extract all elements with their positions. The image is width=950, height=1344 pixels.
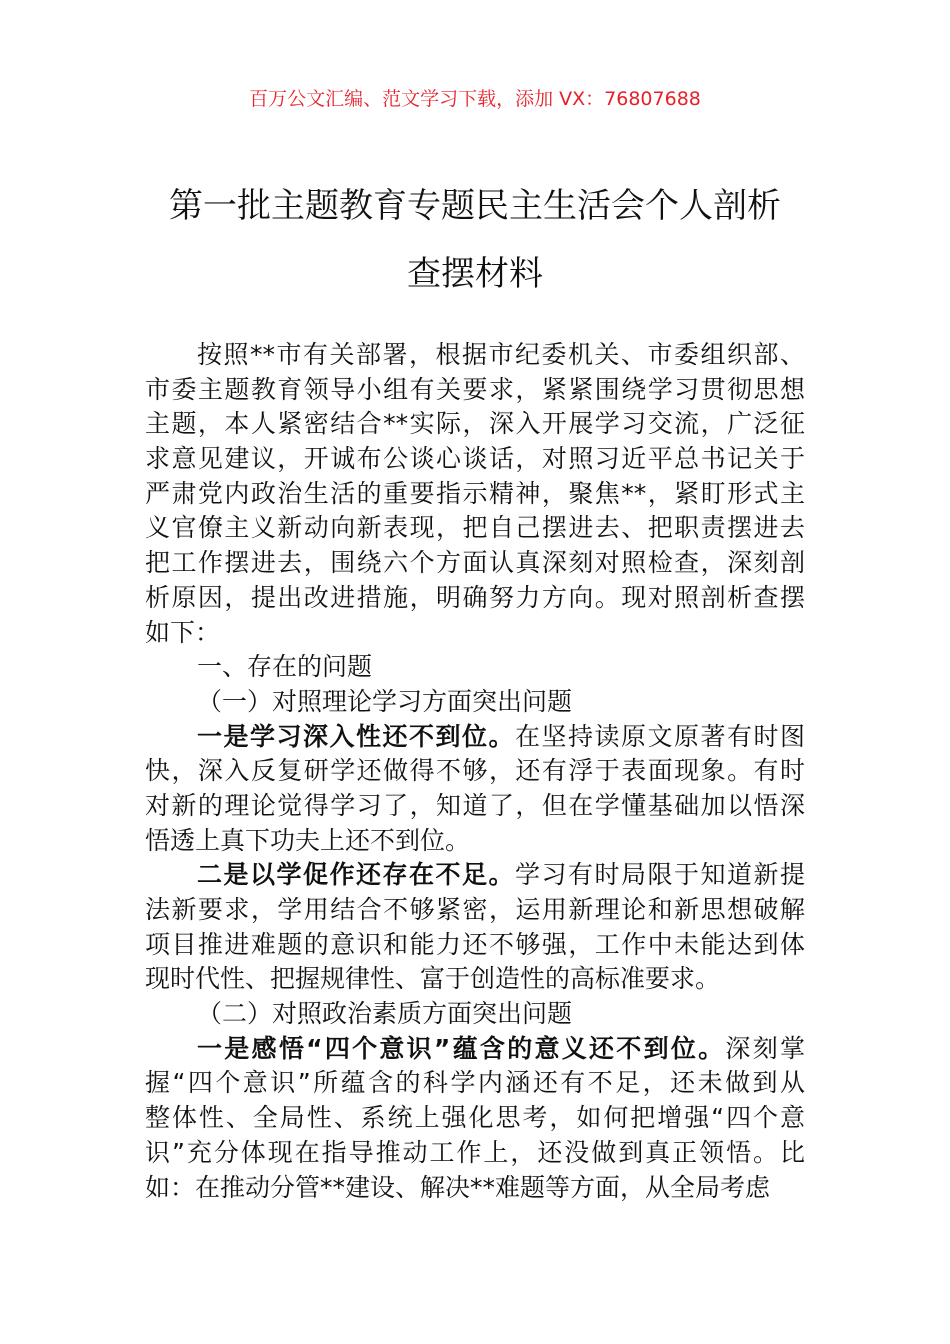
line-text: 如：在推动分管**建设、解决**难题等方面，从全局考虑 (145, 1172, 771, 1202)
document-title-line-2: 查摆材料 (407, 254, 543, 294)
bold-lead-phrase: 二是以学促作还存在不足。 (197, 860, 515, 890)
line-text: 整体性、全局性、系统上强化思考，如何把增强“四个意 (145, 1103, 805, 1133)
paragraph (145, 1032, 805, 1205)
paragraph-line (145, 1066, 805, 1101)
paragraph-line (145, 616, 805, 651)
paragraph-line (145, 1101, 805, 1136)
paragraph-line (145, 997, 805, 1032)
paragraph-line (145, 893, 805, 928)
document-title-line-1: 第一批主题教育专题民主生活会个人剖析 (169, 186, 781, 226)
line-text: 现时代性、把握规律性、富于创造性的高标准要求。 (145, 964, 721, 994)
line-text: 析原因，提出改进措施，明确努力方向。现对照剖析查摆 (145, 582, 805, 612)
line-text: 严肃党内政治生活的重要指示精神，聚焦**，紧盯形式主 (145, 478, 805, 508)
line-text: 如下： (145, 617, 221, 647)
paragraph (145, 858, 805, 997)
line-text: 主题，本人紧密结合**实际，深入开展学习交流，广泛征 (145, 409, 805, 439)
paragraph (145, 720, 805, 859)
line-text: 快，深入反复研学还做得不够，还有浮于表面现象。有时 (145, 756, 805, 786)
line-text: 义官僚主义新动向新表现，把自己摆进去、把职责摆进去 (145, 513, 805, 543)
line-text: 求意见建议，开诚布公谈心谈话，对照习近平总书记关于 (145, 444, 805, 474)
paragraph-line (145, 685, 805, 720)
paragraph-line (145, 373, 805, 408)
paragraph-line (145, 928, 805, 963)
bold-lead-phrase: 一是学习深入性还不到位。 (197, 721, 515, 751)
line-text: 学习有时局限于知道新提 (514, 860, 805, 890)
paragraph-line (145, 442, 805, 477)
bold-lead-phrase: 一是感悟“四个意识”蕴含的意义还不到位。 (197, 1033, 726, 1063)
line-text: 对新的理论觉得学习了，知道了，但在学懂基础加以悟深 (145, 790, 805, 820)
paragraph-line (145, 1171, 805, 1206)
paragraph-line (145, 546, 805, 581)
paragraph-line (145, 650, 805, 685)
paragraph-line (145, 477, 805, 512)
paragraph-line (145, 789, 805, 824)
line-text: 握“四个意识”所蕴含的科学内涵还有不足，还未做到从 (145, 1068, 805, 1098)
paragraph-line (145, 581, 805, 616)
paragraph-line (145, 1136, 805, 1171)
paragraph-line (145, 511, 805, 546)
paragraph-line (145, 720, 805, 755)
line-text: （二）对照政治素质方面突出问题 (197, 999, 573, 1029)
paragraph (145, 650, 805, 685)
paragraph-line (145, 962, 805, 997)
paragraph (145, 997, 805, 1032)
line-text: 项目推进难题的意识和能力还不够强，工作中未能达到体 (145, 929, 805, 959)
line-text: 悟透上真下功夫上还不到位。 (145, 825, 471, 855)
line-text: 市委主题教育领导小组有关要求，紧紧围绕学习贯彻思想 (145, 374, 805, 404)
line-text: 按照**市有关部署，根据市纪委机关、市委组织部、 (197, 340, 805, 369)
paragraph-line (145, 407, 805, 442)
line-text: （一）对照理论学习方面突出问题 (197, 686, 573, 716)
line-text: 在坚持读原文原著有时图 (514, 721, 805, 751)
paragraph-line (145, 824, 805, 859)
watermark-banner: 百万公文汇编、范文学习下载，添加 VX：76807688 (249, 88, 701, 110)
line-text: 深刻掌 (725, 1033, 805, 1063)
document-body (145, 338, 805, 1205)
line-text: 把工作摆进去，围绕六个方面认真深刻对照检查，深刻剖 (145, 548, 805, 578)
line-text: 法新要求，学用结合不够紧密，运用新理论和新思想破解 (145, 895, 805, 924)
paragraph-line (145, 858, 805, 893)
paragraph (145, 338, 805, 650)
paragraph-line (145, 338, 805, 373)
paragraph (145, 685, 805, 720)
paragraph-line (145, 754, 805, 789)
line-text: 识”充分体现在指导推动工作上，还没做到真正领悟。比 (145, 1137, 805, 1167)
paragraph-line (145, 1032, 805, 1067)
line-text: 一、存在的问题 (197, 652, 373, 682)
